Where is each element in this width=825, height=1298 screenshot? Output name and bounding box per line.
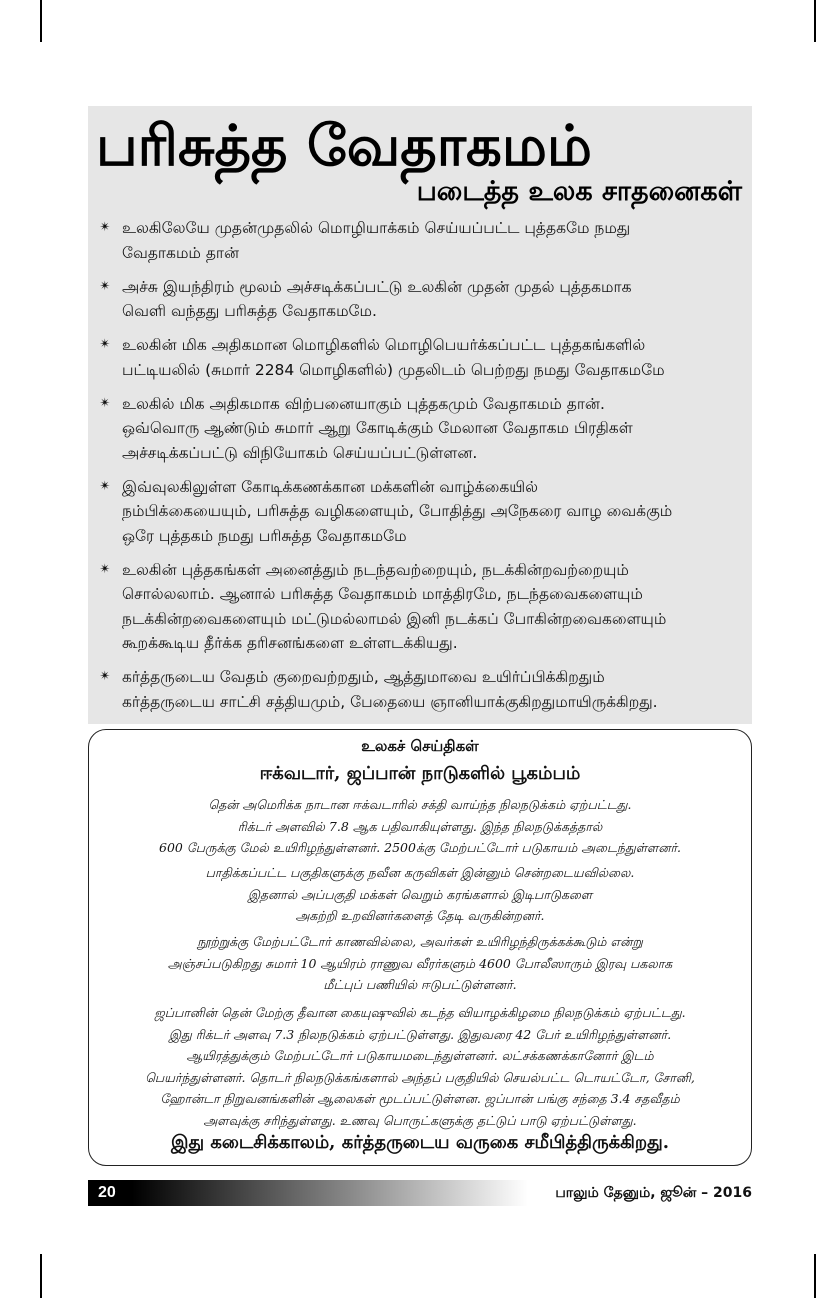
list-item	[88, 558, 752, 656]
records-list	[88, 216, 752, 724]
record-text: உலகின் புத்தகங்கள் அனைத்தும் நடந்தவற்றையும், நடக்கின்றவற்றையும் சொல்லலாம். ஆனால் பரிசுத்த வேதாகமம் மாத்திரமே, நடந்தவைகளையும் நடக்கின்றவைகளையும் மட்டுமல்லாமல் இனி நடக்கப் போகின்றவைகளையும் கூறக்கூடிய தீர்க்க தரிசனங்களை உள்ளடக்கியது.	[122, 560, 667, 652]
star-bullet-icon: ✴	[99, 395, 111, 411]
star-bullet-icon: ✴	[99, 337, 111, 352]
record-text: இவ்வுலகிலுள்ள கோடிக்கணக்கான மக்களின் வாழ்க்கையில் நம்பிக்கையையும், பரிசுத்த வழிகளையும், போதித்து அநேகரை வாழ வைக்கும் ஒரே புத்தகம் நமது பரிசுத்த வேதாகமமே	[122, 477, 673, 545]
list-item	[88, 475, 752, 549]
star-bullet-icon: ✴	[99, 669, 111, 684]
news-section-title: உலகச் செய்திகள்	[361, 737, 479, 755]
list-item	[88, 665, 752, 714]
star-bullet-icon: ✴	[99, 278, 111, 294]
page-number: 20	[98, 1184, 116, 1201]
crop-mark-bottom-right	[814, 1254, 816, 1298]
list-item	[88, 333, 752, 382]
magazine-issue: பாலும் தேனும், ஜூன் – 2016	[555, 1185, 752, 1201]
star-bullet-icon: ✴	[99, 478, 111, 494]
news-paragraph: தென் அமெரிக்க நாடான ஈக்வடாரில் சக்தி வாய்ந்த நிலநடுக்கம் ஏற்பட்டது. ரிக்டர் அளவில் 7.8 ஆக பதிவாகியுள்ளது. இந்த நிலநடுக்கத்தால் 600 பேருக்கு மேல் உயிரிழந்துள்ளனர். 2500க்கு மேற்பட்டோர் படுகாயம் அடைந்துள்ளனர்.	[159, 797, 681, 855]
crop-mark-top-right	[814, 0, 816, 42]
record-text: கர்த்தருடைய வேதம் குறைவற்றதும், ஆத்துமாவை உயிர்ப்பிக்கிறதும் கர்த்தருடைய சாட்சி சத்தியமும், பேதையை ஞானியாக்குகிறதுமாயிருக்கிறது.	[122, 668, 658, 711]
record-text: உலகில் மிக அதிகமாக விற்பனையாகும் புத்தகமும் வேதாகமம் தான். ஒவ்வொரு ஆண்டும் சுமார் ஆறு கோடிக்கும் மேலான வேதாகம பிரதிகள் அச்சடிக்கப்பட்டு விநியோகம் செய்யப்பட்டுள்ளன.	[122, 394, 633, 462]
list-item	[88, 275, 752, 324]
record-text: உலகின் மிக அதிகமான மொழிகளில் மொழிபெயர்க்கப்பட்ட புத்தகங்களில் பட்டியலில் (சுமார் 2284 மொழிகளில்) முதலிடம் பெற்றது நமது வேதாகமமே	[122, 336, 665, 379]
footer-gradient-bar	[88, 1180, 528, 1206]
record-text: உலகிலேயே முதன்முதலில் மொழியாக்கம் செய்யப்பட்ட புத்தகமே நமது வேதாகமம் தான்	[122, 219, 631, 262]
page-subtitle: படைத்த உலக சாதனைகள்	[416, 176, 742, 207]
crop-mark-top-left	[40, 0, 42, 42]
star-bullet-icon: ✴	[99, 220, 111, 235]
news-paragraph: நூற்றுக்கு மேற்பட்டோர் காணவில்லை, அவர்கள் உயிரிழந்திருக்கக்கூடும் என்று அஞ்சப்படுகிறது சுமார் 10 ஆயிரம் ராணுவ வீரர்களும் 4600 போலீஸாரும் இரவு பகலாக மீட்புப் பணியில் ஈடுபட்டுள்ளனர்.	[167, 934, 673, 992]
records-panel	[88, 106, 752, 724]
star-bullet-icon: ✴	[99, 561, 111, 577]
news-headline: ஈக்வடார், ஜப்பான் நாடுகளில் பூகம்பம்	[259, 763, 581, 784]
list-item	[88, 216, 752, 265]
news-closing-line: இது கடைசிக்காலம், கர்த்தருடைய வருகை சமீபித்திருக்கிறது.	[170, 1132, 670, 1153]
page-title: பரிசுத்த வேதாகமம்	[96, 114, 592, 179]
list-item	[88, 392, 752, 466]
crop-mark-bottom-left	[40, 1254, 42, 1298]
news-paragraph: பாதிக்கப்பட்ட பகுதிகளுக்கு நவீன கருவிகள் இன்னும் சென்றடையவில்லை. இதனால் அப்பகுதி மக்கள் வெறும் கரங்களால் இடிபாடுகளை அகற்றி உறவினர்களைத் தேடி வருகின்றனர்.	[205, 865, 635, 923]
world-news-box	[88, 729, 752, 1166]
record-text: அச்சு இயந்திரம் மூலம் அச்சடிக்கப்பட்டு உலகின் முதன் முதல் புத்தகமாக வெளி வந்தது பரிசுத்த வேதாகமமே.	[122, 277, 632, 320]
news-paragraph: ஜப்பானின் தென் மேற்கு தீவான கையுஷுவில் கடந்த வியாழக்கிழமை நிலநடுக்கம் ஏற்பட்டது. இது ரிக்டர் அளவு 7.3 நிலநடுக்கம் ஏற்பட்டுள்ளது. இதுவரை 42 பேர் உயிரிழந்துள்ளனர். ஆயிரத்துக்கும் மேற்பட்டோர் படுகாயமடைந்துள்ளனர். லட்சக்கணக்கானோர் இடம் பெயர்ந்துள்ளனர். தொடர் நிலநடுக்கங்களால் அந்தப் பகுதியில் செயல்பட்ட டொயட்டோ, சோனி, ஹோன்டா நிறுவனங்களின் ஆலைகள் மூடப்பட்டுள்ளன. ஜப்பான் பங்கு சந்தை 3.4 சதவீதம் அளவுக்கு சரிந்துள்ளது. உணவு பொருட்களுக்கு தட்டுப் பாடு ஏற்பட்டுள்ளது.	[145, 1005, 695, 1128]
